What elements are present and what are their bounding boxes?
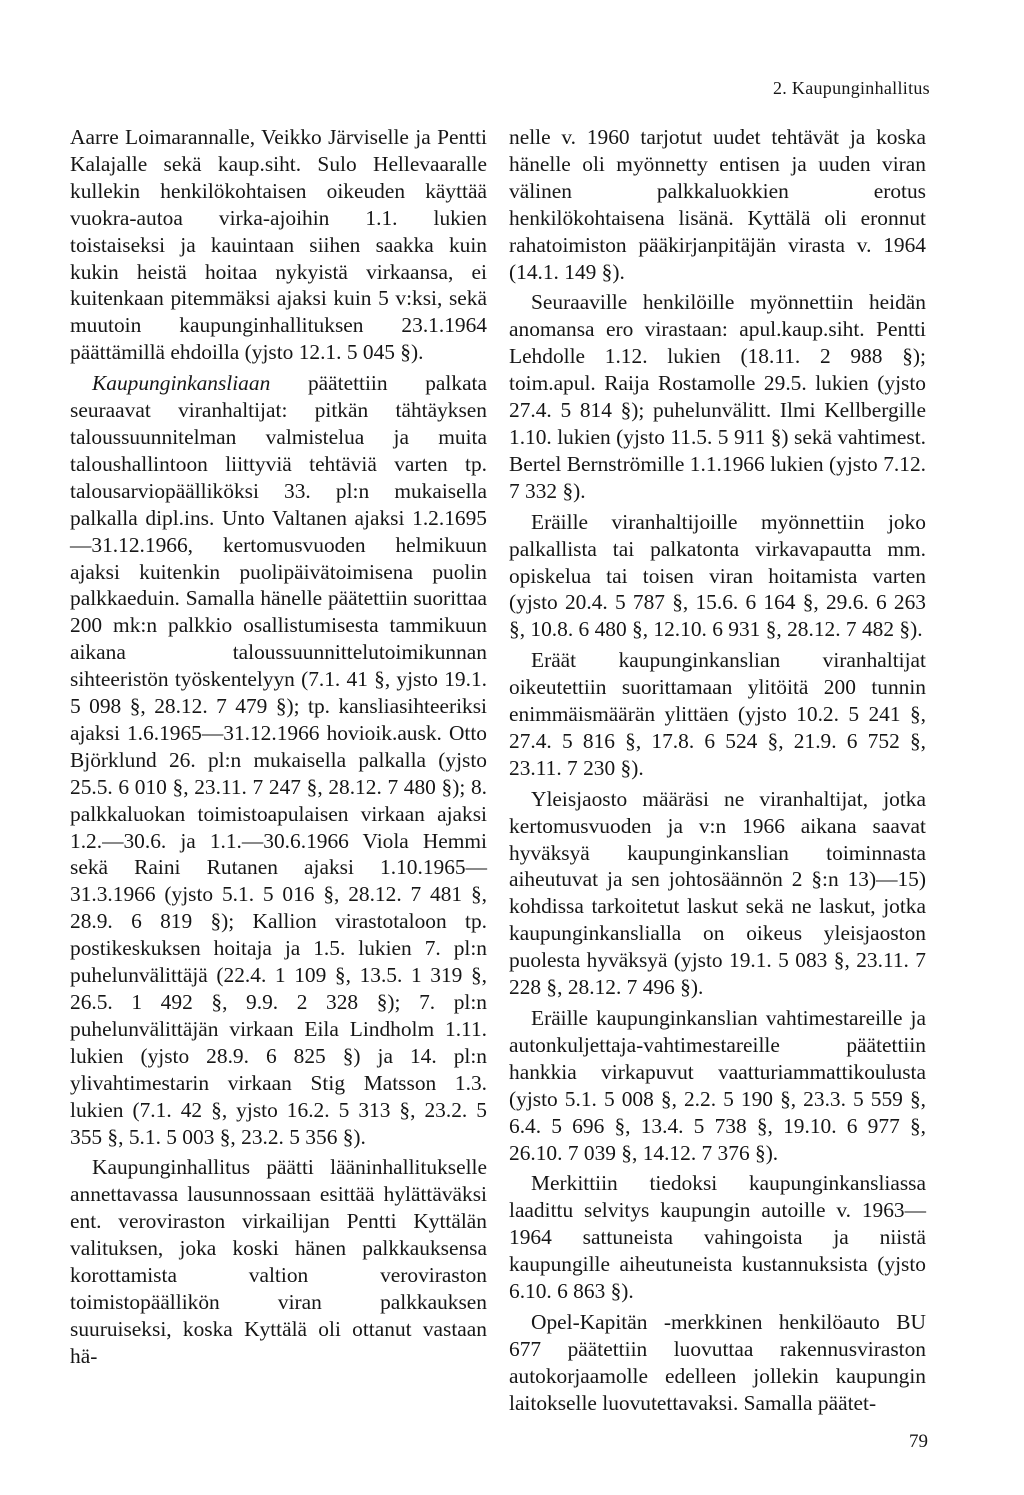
running-head: 2. Kaupunginhallitus [773,78,930,98]
page-number: 79 [909,1431,928,1452]
right-column [509,124,926,1417]
paragraph: Opel-Kapitän -merkkinen henkilöauto BU 677 päätettiin luovuttaa rakennusviraston autokorjaamolle edelleen jollekin kaupungin laitokselle luovutettavaksi. Samalla päätet- [509,1309,926,1415]
paragraph-text: päätettiin palkata seuraavat viranhaltijat: pitkän tähtäyksen taloussuunnitelman valmistelua ja muita taloushallintoon liittyviä tehtäviä varten tp. talousarviopäälliköksi 33. pl:n mukaisella palkalla dipl.ins. Unto Valtanen ajaksi 1.2.1695 —31.12.1966, kertomusvuoden helmikuun ajaksi kuitenkin puolipäivätoimisena puolin palkkaeduin. Samalla hänelle päätettiin suorittaa 200 mk:n palkkio osallistumisesta tammikuun aikana taloussuunnittelutoimikunnan sihteeristön työskentelyyn (7.1. 41 §, yjsto 19.1. 5 098 §, 28.12. 7 479 §); tp. kansliasihteeriksi ajaksi 1.6.1965—31.12.1966 hovioik.ausk. Otto Björklund 26. pl:n mukaisella palkalla (yjsto 25.5. 6 010 §, 23.11. 7 247 §, 28.12. 7 480 §); 8. palkkaluokan toimistoapulaisen virkaan ajaksi 1.2.—30.6. ja 1.1.—30.6.1966 Viola Hemmi sekä Raini Rutanen ajaksi 1.10.1965—31.3.1966 (yjsto 5.1. 5 016 §, 28.12. 7 481 §, 28.9. 6 819 §); Kallion virastotaloon tp. postikeskuksen hoitaja ja 1.5. lukien 7. pl:n puhelunvälittäjä (22.4. 1 109 §, 13.5. 1 319 §, 26.5. 1 492 §, 9.9. 2 328 §); 7. pl:n puhelunvälittäjän virkaan Eila Lindholm 1.11. lukien (yjsto 28.9. 6 825 §) ja 14. pl:n ylivahtimestarin virkaan Stig Matsson 1.3. lukien (7.1. 42 §, yjsto 16.2. 5 313 §, 23.2. 5 355 §, 5.1. 5 003 §, 23.2. 5 356 §). [70,371,487,1149]
paragraph: Seuraaville henkilöille myönnettiin heidän anomansa ero virastaan: apul.kaup.siht. Pentti Lehdolle 1.12. lukien (18.11. 2 988 §); toim.apul. Raija Rostamolle 29.5. lukien (yjsto 27.4. 5 814 §); puhelunvälitt. Ilmi Kellbergille 1.10. lukien (yjsto 11.5. 5 911 §) sekä vahtimest. Bertel Bernströmille 1.1.1966 lukien (yjsto 7.12. 7 332 §). [509,290,926,503]
paragraph: Merkittiin tiedoksi kaupunginkansliassa laadittu selvitys kaupungin autoille v. 1963—1964 sattuneista vahingoista ja niistä kaupungille aiheutuneista kustannuksista (yjsto 6.10. 6 863 §). [509,1171,926,1304]
paragraph [70,370,487,1150]
paragraph: Eräät kaupunginkanslian viranhaltijat oikeutettiin suorittamaan ylitöitä 200 tunnin enimmäismäärän ylittäen (yjsto 10.2. 5 241 §, 27.4. 5 816 §, 17.8. 6 524 §, 21.9. 6 752 §, 23.11. 7 230 §). [509,648,926,780]
paragraph: Kaupunginhallitus päätti lääninhallitukselle annettavassa lausunnossaan esittää hylättäväksi ent. veroviraston virkailijan Pentti Kyttälän valituksen, joka koski hänen palkkauksensa korottamista valtion veroviraston toimistopäällikön viran palkkauksen suuruiseksi, koska Kyttälä oli ottanut vastaan hä- [70,1155,487,1368]
left-column [70,124,487,1370]
paragraph: Eräille kaupunginkanslian vahtimestareille ja autonkuljettaja-vahtimestareille päätettiin hankkia virkapuvut vaatturiammattikoulusta (yjsto 5.1. 5 008 §, 2.2. 5 190 §, 23.3. 5 559 §, 6.4. 5 696 §, 13.4. 5 738 §, 19.10. 6 977 §, 26.10. 7 039 §, 14.12. 7 376 §). [509,1006,926,1165]
paragraph: Aarre Loimarannalle, Veikko Järviselle ja Pentti Kalajalle sekä kaup.siht. Sulo Hellevaaralle kullekin henkilökohtaisen oikeuden käyttää vuokra-autoa virka-ajoihin 1.1. lukien toistaiseksi ja kauintaan siihen saakka kuin kukin heistä hoitaa nykyistä virkaansa, ei kuitenkaan pitemmäksi ajaksi kuin 5 v:ksi, sekä muutoin kaupunginhallituksen 23.1.1964 päättämillä ehdoilla (yjsto 12.1. 5 045 §). [70,125,487,365]
paragraph: nelle v. 1960 tarjotut uudet tehtävät ja koska hänelle oli myönnetty entisen ja uuden viran välinen palkkaluokkien erotus henkilökohtaisena lisänä. Kyttälä oli eronnut rahatoimiston pääkirjanpitäjän virasta v. 1964 (14.1. 149 §). [509,125,926,284]
italic-lead-term: Kaupunginkansliaan [92,371,271,396]
paragraph: Eräille viranhaltijoille myönnettiin joko palkallista tai palkatonta virkavapautta mm. opiskelua tai toisen viran hoitamista varten (yjsto 20.4. 5 787 §, 15.6. 6 164 §, 29.6. 6 263 §, 10.8. 6 480 §, 12.10. 6 931 §, 28.12. 7 482 §). [509,509,926,642]
paragraph: Yleisjaosto määräsi ne viranhaltijat, jotka kertomusvuoden ja v:n 1966 aikana saavat hyväksyä kaupunginkanslian toiminnasta aiheutuvat ja sen johtosäännön 2 §:n 13)—15) kohdissa tarkoitetut laskut sekä ne laskut, jotka kaupunginkanslialla on oikeus yleisjaoston puolesta hyväksyä (yjsto 19.1. 5 083 §, 23.11. 7 228 §, 28.12. 7 496 §). [509,786,926,1000]
